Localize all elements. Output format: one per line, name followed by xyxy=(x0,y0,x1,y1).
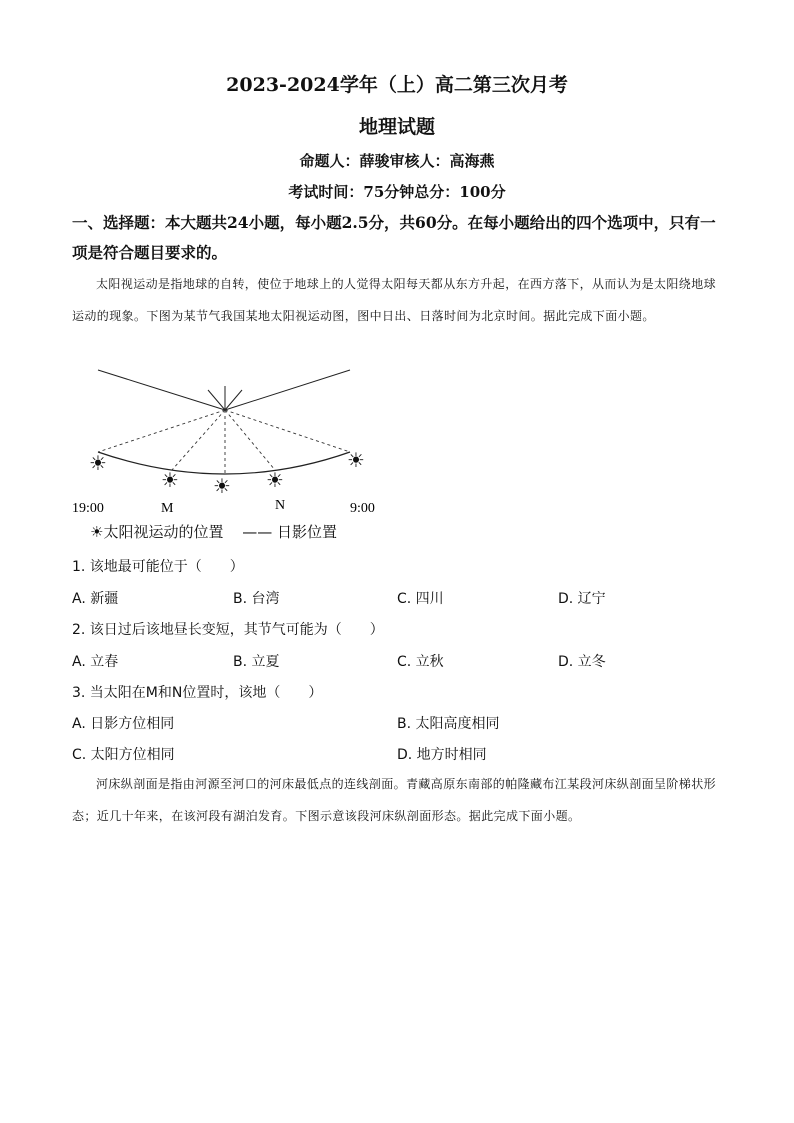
shadow-lines xyxy=(98,370,350,410)
figure-legend xyxy=(90,521,337,542)
intro-paragraph-1: 太阳视运动是指地球的自转，使位于地球上的人觉得太阳每天都从东方升起，在西方落下，从而认为是太阳绕地球运动的现象。下图为某节气我国某地太阳视运动图，图中日出、日落时间为北京时间。据此完成下面小题。 xyxy=(72,277,717,323)
subject-title: 地理试题 xyxy=(358,116,435,138)
q1-option-b: B. 台湾 xyxy=(233,591,280,607)
q3-option-d: D. 地方时相同 xyxy=(397,747,487,763)
exam-info-line: 考试时间：75分钟总分：100分 xyxy=(288,183,506,201)
authors-line: 命题人：薛骏审核人：高海燕 xyxy=(299,152,495,170)
q1-option-a: A. 新疆 xyxy=(72,591,119,607)
time-label-right: 9:00 xyxy=(350,501,375,516)
legend-sun-text: 太阳视运动的位置 xyxy=(103,523,224,541)
legend-shadow-text: —— 日影位置 xyxy=(242,523,338,541)
q1-option-c: C. 四川 xyxy=(397,591,444,607)
sun-icon: ☀ xyxy=(213,476,231,498)
q2-option-b: B. 立夏 xyxy=(233,654,280,670)
q2-option-a: A. 立春 xyxy=(72,654,119,670)
question-1-stem: 1. 该地最可能位于（ ） xyxy=(72,559,244,575)
exam-title: 2023-2024学年（上）高二第三次月考 xyxy=(226,74,568,96)
sun-icon: ☀ xyxy=(266,470,284,492)
label-m: M xyxy=(161,501,174,516)
time-label-left: 19:00 xyxy=(72,501,104,516)
q3-option-a: A. 日影方位相同 xyxy=(72,716,175,732)
q2-option-d: D. 立冬 xyxy=(558,654,606,670)
question-3-stem: 3. 当太阳在M和N位置时，该地（ ） xyxy=(72,685,323,701)
section-heading: 一、选择题：本大题共24小题，每小题2.5分，共60分。在每小题给出的四个选项中，只有一项是符合题目要求的。 xyxy=(72,213,716,262)
label-n: N xyxy=(275,498,286,513)
q2-option-c: C. 立秋 xyxy=(397,654,444,670)
sun-icon: ☀ xyxy=(347,450,365,472)
sun-rays xyxy=(98,410,350,475)
question-2-stem: 2. 该日过后该地昼长变短，其节气可能为（ ） xyxy=(72,622,384,638)
q3-option-b: B. 太阳高度相同 xyxy=(397,716,500,732)
sun-legend-icon: ☀ xyxy=(90,523,104,541)
q1-option-d: D. 辽宁 xyxy=(558,591,606,607)
sun-path-arc xyxy=(98,452,350,474)
sun-icon: ☀ xyxy=(161,470,179,492)
sun-icon: ☀ xyxy=(89,453,107,475)
q3-option-c: C. 太阳方位相同 xyxy=(72,747,175,763)
intro-paragraph-2: 河床纵剖面是指由河源至河口的河床最低点的连线剖面。青藏高原东南部的帕隆藏布江某段河床纵剖面呈阶梯状形态；近几十年来，在该河段有湖泊发育。下图示意该段河床纵剖面形态。据此完成下面小题。 xyxy=(72,777,717,823)
